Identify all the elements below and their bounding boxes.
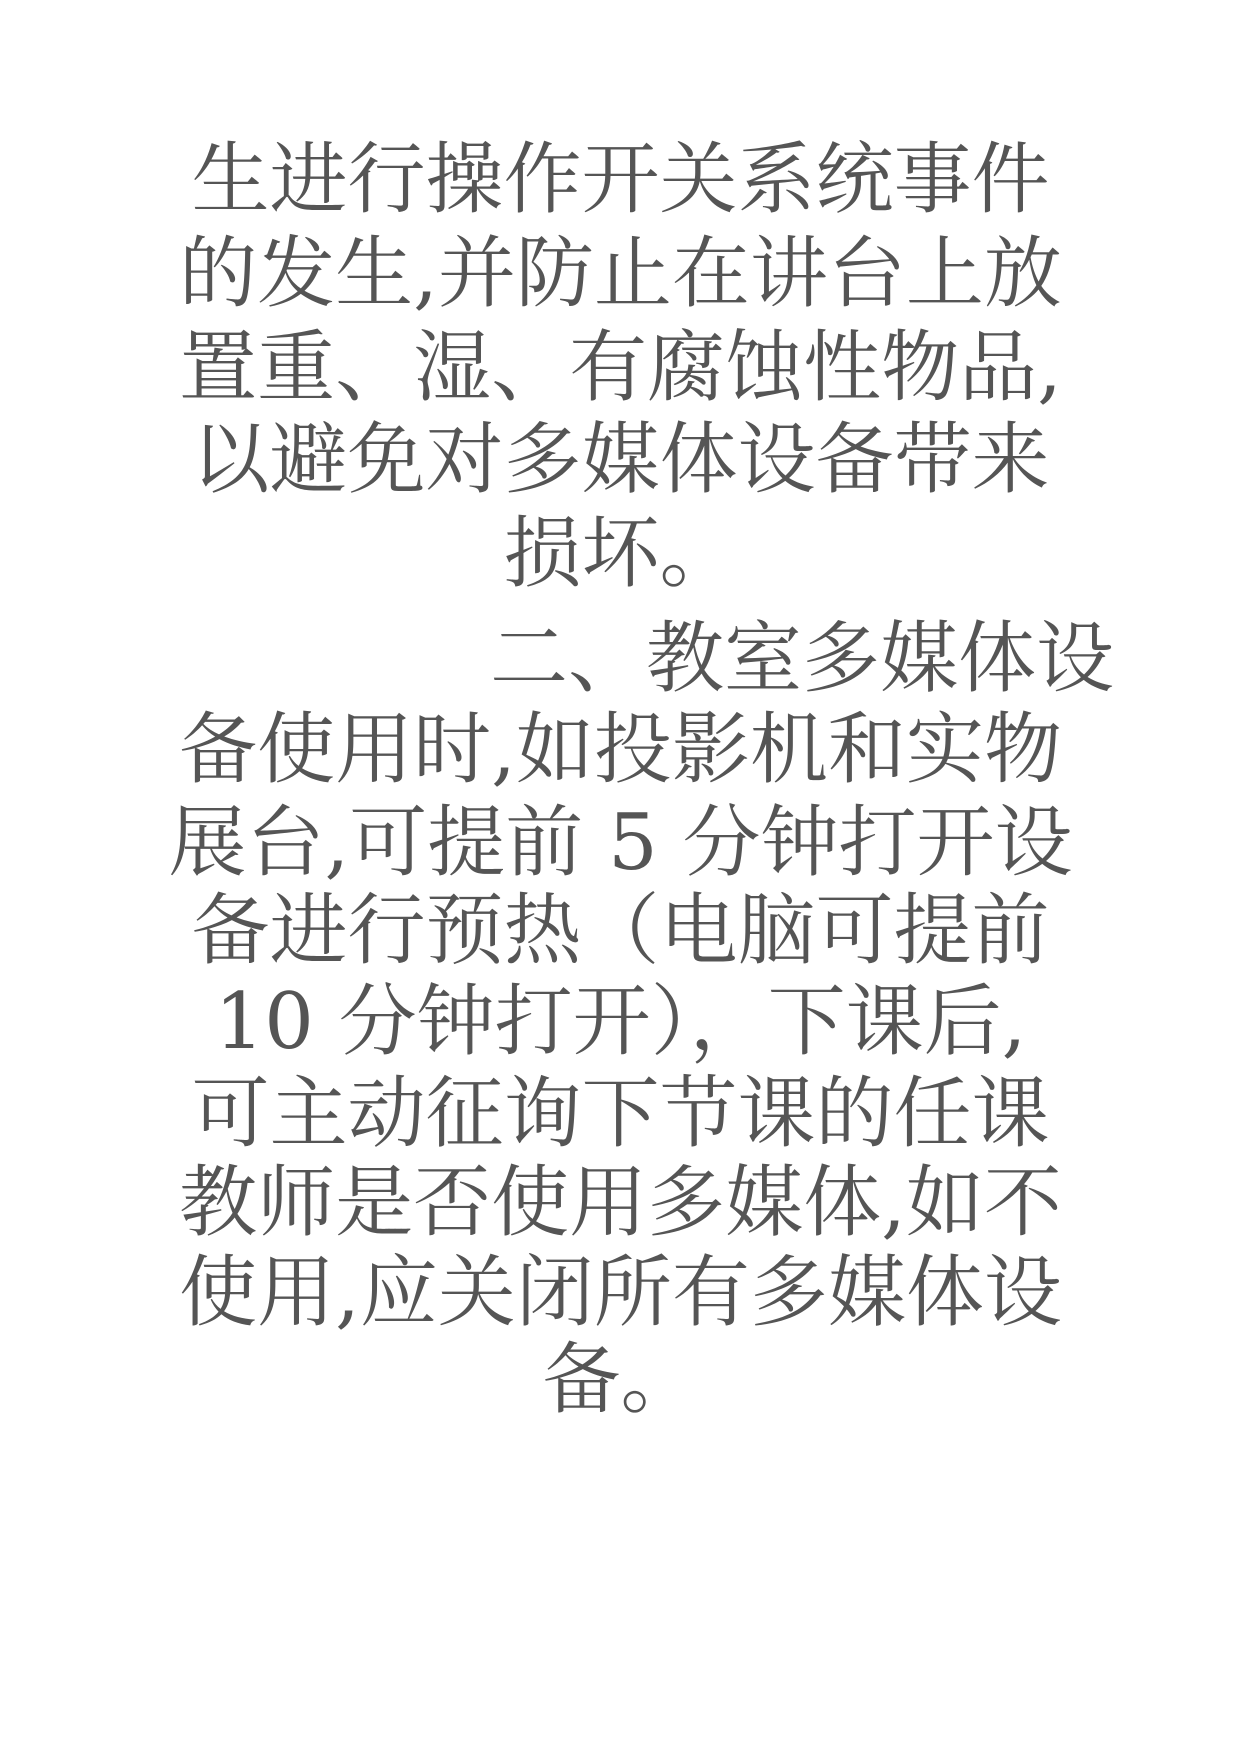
paragraph-line: 可主动征询下节课的任课 (191, 1069, 1050, 1159)
paragraph-line: 的发生,并防止在讲台上放 (179, 229, 1062, 319)
paragraph-line: 使用,应关闭所有多媒体设 (179, 1248, 1062, 1338)
paragraph-line: 置重、湿、有腐蚀性物品, (179, 323, 1062, 413)
paragraph-line: 以避免对多媒体设备带来 (191, 415, 1050, 505)
paragraph-line: 备使用时,如投影机和实物 (179, 705, 1062, 795)
paragraph-line: 备。 (542, 1335, 699, 1425)
paragraph-line: 备进行预热（电脑可提前 (191, 886, 1050, 976)
paragraph-line: 教师是否使用多媒体,如不 (179, 1158, 1062, 1248)
paragraph-heading-line: 二、教室多媒体设 (490, 614, 1115, 704)
paragraph-line: 展台,可提前 5 分钟打开设 (168, 798, 1073, 888)
paragraph-line: 10 分钟打开），下课后, (214, 977, 1027, 1067)
paragraph-line: 生进行操作开关系统事件 (191, 135, 1050, 225)
paragraph-line: 损坏。 (503, 509, 738, 599)
